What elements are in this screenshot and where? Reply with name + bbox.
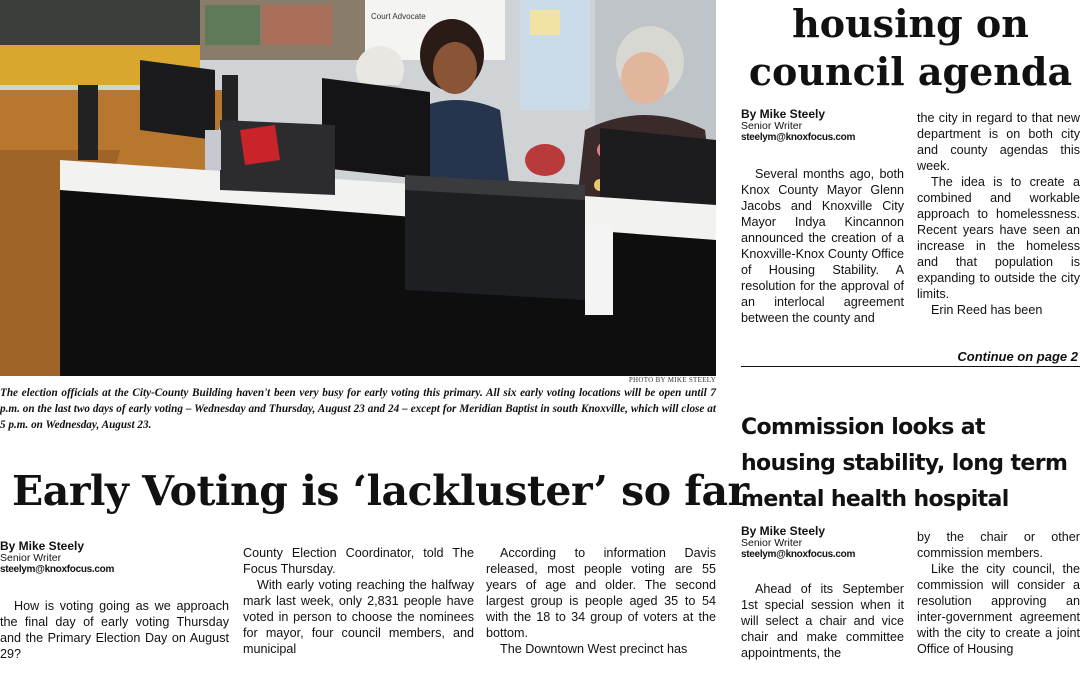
byline-name: By Mike Steely [0, 539, 85, 553]
headline-line: Commission looks at [741, 415, 985, 440]
continue-on-page-link[interactable]: Continue on page 2 [957, 349, 1078, 364]
paragraph: by the chair or other commission members. [917, 530, 1080, 560]
byline-email: steelym@knoxfocus.com [741, 132, 856, 143]
commission-headline [741, 410, 1067, 518]
paragraph: According to information Davis released, most people voting are 55 years of age and older. The second largest group is people aged 35 to 54 with the 18 to 34 group of voters at the bottom. [486, 546, 716, 640]
photo-illustration [0, 0, 716, 376]
paragraph: Several months ago, both Knox County Mayor Glenn Jacobs and Knoxville City Mayor Indya Kincannon announced the creation of a Knoxville-Knox County Office of Housing Stability. A resolution for the approval of an interlocal agreement between the county and [741, 167, 904, 325]
headline-line: mental health hospital [741, 487, 1009, 512]
commission-column-1 [741, 581, 904, 661]
election-officials-photo [0, 0, 716, 376]
paragraph: County Election Coordinator, told The Focus Thursday. [243, 546, 474, 576]
paragraph: The idea is to create a combined and workable approach to homelessness. Recent years have seen an increase in the homeless and that population is expanding to outside the city limits. [917, 175, 1080, 301]
photo-credit: PHOTO BY MIKE STEELY [628, 376, 716, 384]
wall-sign-text: Court Advocate [371, 12, 426, 21]
left-byline [0, 540, 220, 576]
byline-role: Senior Writer [741, 537, 803, 549]
early-voting-headline: Early Voting is ‘lackluster’ so far [12, 467, 749, 515]
byline-name: By Mike Steely [741, 524, 826, 538]
housing-column-2 [917, 110, 1080, 318]
commission-column-2 [917, 529, 1080, 657]
byline-role: Senior Writer [0, 552, 62, 564]
byline-role: Senior Writer [741, 120, 803, 132]
housing-headline [741, 0, 1080, 96]
paragraph: Ahead of its September 1st special session when it will select a chair and vice chair and make committee appointments, the [741, 582, 904, 660]
bottom-right-byline [741, 525, 901, 561]
byline-email: steelym@knoxfocus.com [0, 564, 115, 575]
headline-line: housing stability, long term [741, 451, 1068, 476]
top-right-byline [741, 108, 901, 144]
headline-line: housing on [792, 1, 1029, 46]
left-story-column-2 [243, 545, 474, 657]
byline-name: By Mike Steely [741, 107, 826, 121]
housing-column-1 [741, 166, 904, 326]
paragraph: With early voting reaching the halfway mark last week, only 2,831 people have voted in person to choose the nominees for mayor, four council members, and municipal [243, 578, 474, 656]
byline-email: steelym@knoxfocus.com [741, 549, 856, 560]
photo-caption: The election officials at the City-County Building haven't been very busy for early voting this primary. All six early voting locations will be open until 7 p.m. on the last two days of early voting – Wednesday and Thursday, August 23 and 24 – except for Meridian Baptist in south Knoxville, which will close at 5 p.m. on Wednesday, August 23. [0, 387, 716, 431]
paragraph: the city in regard to that new department is on both city and county agendas this week. [917, 111, 1080, 173]
headline-line: council agenda [748, 49, 1073, 94]
paragraph: How is voting going as we approach the final day of early voting Thursday and the Primary Election Day on August 29? [0, 599, 229, 661]
paragraph: The Downtown West precinct has [500, 642, 688, 656]
story-divider [741, 366, 1080, 367]
paragraph: Like the city council, the commission will consider a resolution approving an inter-government agreement with the city to create a joint Office of Housing [917, 562, 1080, 656]
left-story-column-1 [0, 598, 229, 662]
paragraph: Erin Reed has been [931, 303, 1043, 317]
left-story-column-3 [486, 545, 716, 657]
